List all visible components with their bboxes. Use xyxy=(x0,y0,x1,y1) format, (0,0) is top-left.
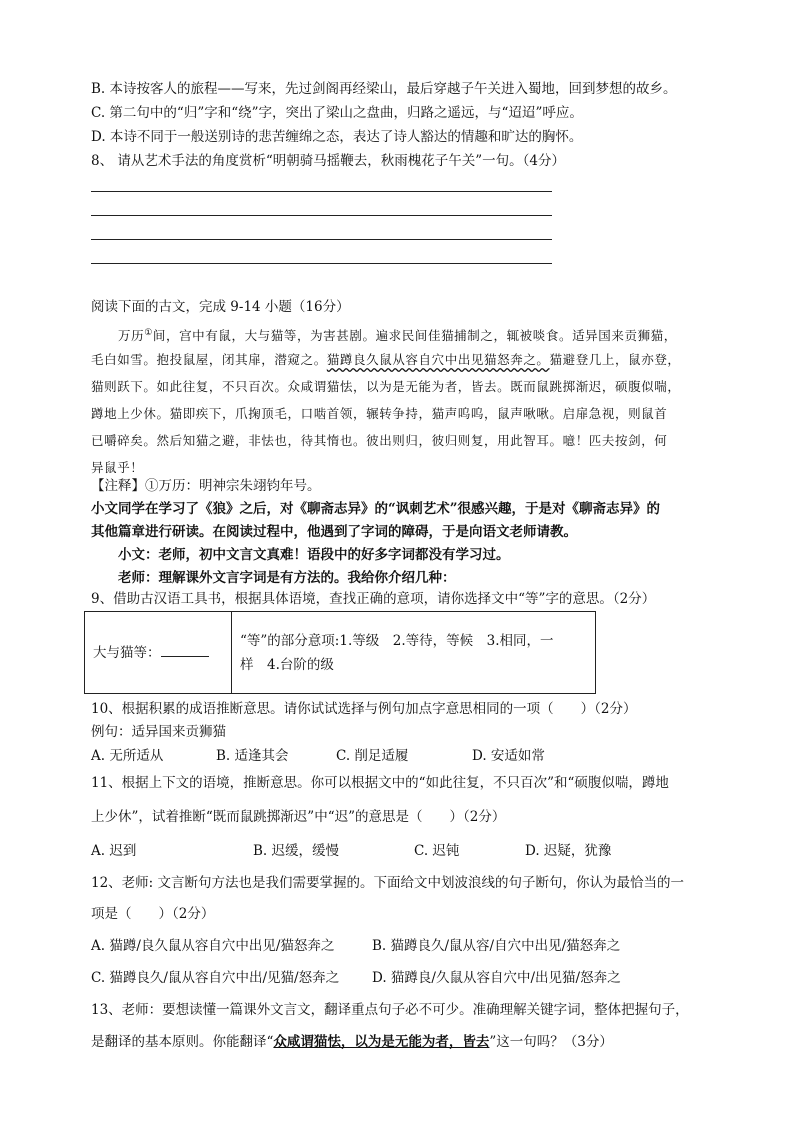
target-sentence: 众咸谓猫怯，以为是无能为者，皆去 xyxy=(273,1034,490,1050)
answer-line[interactable] xyxy=(91,239,552,240)
q10-option-c: C. 削足适履 xyxy=(336,748,409,764)
q11-option-d: D. 迟疑，犹豫 xyxy=(525,843,612,859)
q12-option-a: A. 猫蹲/良久鼠从容自穴中出见/猫怒奔之 xyxy=(91,938,335,954)
q13-prompt: 13、老师：要想读懂一篇课外文言文，翻译重点句子必不可少。准确理解关键字词，整体把握句子， xyxy=(91,1002,689,1018)
q11-prompt-cont: 上少休”，试着推断“既而鼠跳掷渐迟”中“迟”的意思是（ ）（2分） xyxy=(91,809,506,825)
answer-line[interactable] xyxy=(91,215,552,216)
passage-line: 猫则跃下。如此往复，不只百次。众咸谓猫怯，以为是无能为者，皆去。既而鼠跳掷渐迟，硕腹似喘， xyxy=(91,379,681,394)
passage-line: 已嚼碎矣。然后知猫之避，非怯也，待其惰也。彼出则归，彼归则复，用此智耳。噫！匹夫按剑，何 xyxy=(91,433,668,448)
answer-blank[interactable] xyxy=(161,642,209,657)
q12-option-c: C. 猫蹲良久/鼠从容自穴中出/见猫/怒奔之 xyxy=(91,970,340,986)
q11-option-b: B. 迟缓，缓慢 xyxy=(253,843,340,859)
answer-line[interactable] xyxy=(91,191,552,192)
q7-option-b: B. 本诗按客人的旅程——写来，先过剑阁再经梁山，最后穿越子午关进入蜀地，回到梦想的故乡。 xyxy=(91,81,677,97)
q8-prompt: 8、 请从艺术手法的角度赏析“明朝骑马摇鞭去，秋雨槐花子午关”一句。（4分） xyxy=(91,153,566,169)
annotation-note: 【注释】①万历：明神宗朱翊钧年号。 xyxy=(91,478,321,494)
q12-prompt: 12、老师: 文言断句方法也是我们需要掌握的。下面给文中划波浪线的句子断句，你认为最恰当的一 xyxy=(91,875,685,891)
q9-prompt: 9、借助古汉语工具书，根据具体语境，查找正确的意项，请你选择文中“等”字的意思。（2分） xyxy=(91,591,656,607)
passage-line: 万历①间，宫中有鼠，大与猫等，为害甚剧。遍求民间佳猫捕制之，辄被啖食。适异国来贡狮猫， xyxy=(118,328,677,344)
q10-option-b: B. 适逢其会 xyxy=(216,748,289,764)
q12-prompt-cont: 项是（ ）（2分） xyxy=(91,906,215,922)
q10-example: 例句：适异国来贡狮猫 xyxy=(91,724,226,740)
context-paragraph: 小文同学在学习了《狼》之后，对《聊斋志异》的“讽刺艺术”很感兴趣，于是对《聊斋志异》的 xyxy=(91,501,661,517)
context-paragraph: 其他篇章进行研读。在阅读过程中，他遇到了字词的障碍，于是向语文老师请教。 xyxy=(91,524,577,540)
q9-table xyxy=(84,611,596,694)
q11-option-c: C. 迟钝 xyxy=(414,843,460,859)
q9-definitions-cell: “等”的部分意项:1.等级 2.等待，等候 3.相同，一 样 4.台阶的级 xyxy=(232,612,596,694)
q11-option-a: A. 迟到 xyxy=(91,843,137,859)
q10-prompt: 10、根据积累的成语推断意思。请你试试选择与例句加点字意思相同的一项（ ）（2分） xyxy=(91,701,637,717)
q7-option-c: C. 第二句中的“归”字和“绕”字，突出了梁山之盘曲，归路之遥远，与“迢迢”呼应。 xyxy=(91,105,583,121)
q11-prompt: 11、根据上下文的语境，推断意思。你可以根据文中的“如此往复，不只百次”和“硕腹似喘，蹲地 xyxy=(91,775,669,791)
passage-line: 蹲地上少休。猫即疾下，爪掬顶毛，口啮首领，辗转争持，猫声呜呜，鼠声啾啾。启扉急视，则鼠首 xyxy=(91,406,668,421)
q10-option-a: A. 无所适从 xyxy=(91,748,164,764)
answer-line[interactable] xyxy=(91,263,552,264)
q7-option-d: D. 本诗不同于一般送别诗的悲苦缠绵之态，表达了诗人豁达的情趣和旷达的胸怀。 xyxy=(91,129,583,145)
q13-prompt-cont: 是翻译的基本原则。你能翻译“众咸谓猫怯，以为是无能为者，皆去”这一句吗？（3分） xyxy=(91,1034,613,1050)
wavy-underlined-sentence: 猫蹲良久鼠从容自穴中出见猫怒奔之。 xyxy=(326,352,550,367)
q12-option-b: B. 猫蹲良久/鼠从容/自穴中出见/猫怒奔之 xyxy=(372,938,621,954)
passage-line: 异鼠乎！ xyxy=(91,460,144,475)
q10-option-d: D. 安适如常 xyxy=(472,748,545,764)
section-heading: 阅读下面的古文，完成 9-14 小题（16分） xyxy=(91,299,350,315)
footnote-marker: ① xyxy=(144,328,153,338)
dialog-student: 小文：老师，初中文言文真难！语段中的好多字词都没有学习过。 xyxy=(118,547,510,563)
q9-answer-cell[interactable]: 大与猫等： xyxy=(85,612,232,694)
dialog-teacher: 老师：理解课外文言字词是有方法的。我给你介绍几种： xyxy=(118,570,456,586)
q12-option-d: D. 猫蹲良/久鼠从容自穴中/出见猫/怒奔之 xyxy=(372,970,621,986)
passage-line: 毛白如雪。抱投鼠屋，闭其扉，潜窥之。猫蹲良久鼠从容自穴中出见猫怒奔之。猫避登几上，鼠亦登， xyxy=(91,352,681,367)
